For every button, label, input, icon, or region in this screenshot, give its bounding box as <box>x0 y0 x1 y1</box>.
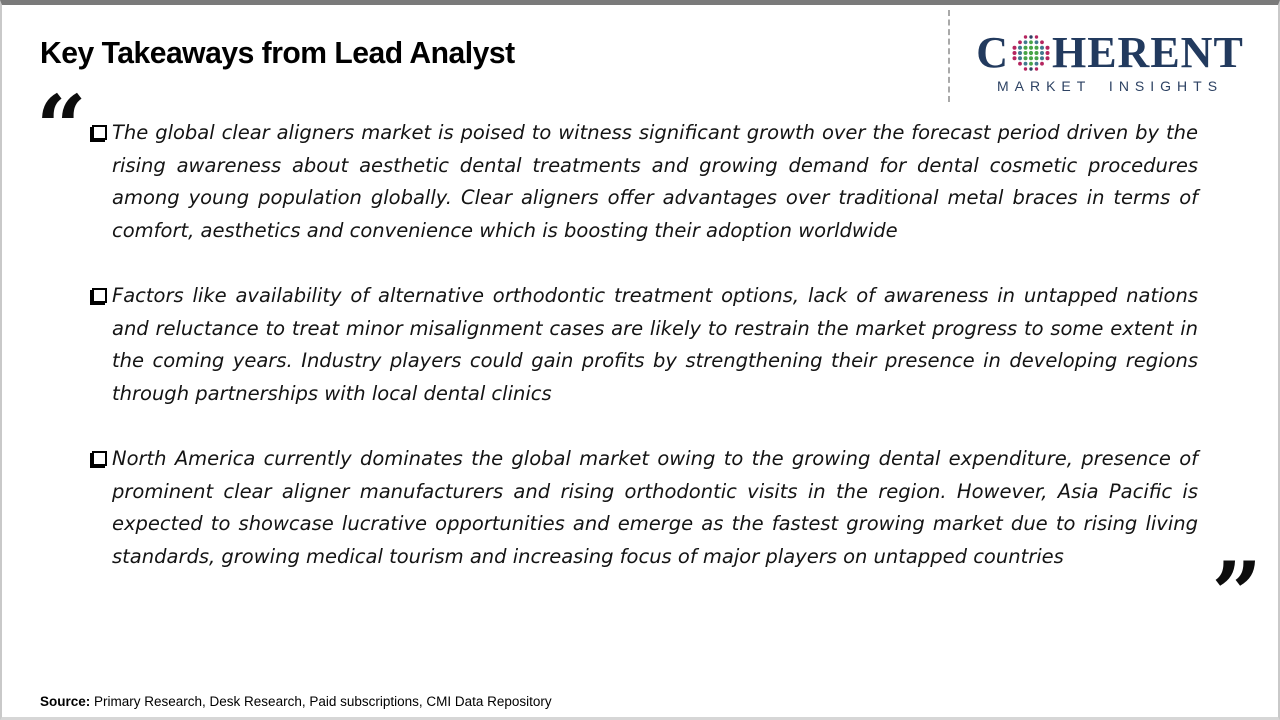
source-label: Source: <box>40 694 91 709</box>
takeaway-bullet-3 <box>90 443 1198 573</box>
open-quote-icon: “ <box>36 75 87 179</box>
source-text: Primary Research, Desk Research, Paid subscriptions, CMI Data Repository <box>90 694 552 709</box>
brand-letters-rest: HERENT <box>1051 28 1244 77</box>
takeaway-text-1: The global clear aligners market is poised to witness significant growth over the forecast period driven by the rising awareness about aesthetic dental treatments and growing demand for dental cosmetic procedures among young population globally. Clear aligners offer advantages over traditional metal braces in terms of comfort, aesthetics and convenience which is boosting their adoption worldwide <box>112 121 1198 242</box>
takeaway-bullet-2 <box>90 280 1198 410</box>
takeaway-text-3: North America currently dominates the global market owing to the growing dental expenditure, presence of prominent clear aligner manufacturers and rising orthodontic visits in the region. However, Asia Pacific is expected to showcase lucrative opportunities and emerge as the fastest growing market due to rising living standards, growing medical tourism and increasing focus of major players on untapped countries <box>112 447 1198 568</box>
dotted-globe-o-icon <box>1011 33 1051 73</box>
close-quote-icon: ” <box>1211 542 1262 646</box>
brand-letter-c: C <box>976 28 1009 77</box>
square-bullet-icon <box>92 125 107 140</box>
square-bullet-icon <box>92 288 107 303</box>
brand-wordmark <box>964 29 1256 77</box>
square-bullet-icon <box>92 451 107 466</box>
takeaways-list <box>90 117 1198 573</box>
brand-tagline: MARKET INSIGHTS <box>996 78 1224 94</box>
brand-logo <box>964 29 1256 94</box>
logo-divider-dashed-line <box>948 10 950 102</box>
source-line <box>40 694 552 709</box>
takeaway-text-2: Factors like availability of alternative orthodontic treatment options, lack of awareness in untapped nations and reluctance to treat minor misalignment cases are likely to restrain the market progress to some extent in the coming years. Industry players could gain profits by strengthening their presence in developing regions through partnerships with local dental clinics <box>112 284 1198 405</box>
page-title: Key Takeaways from Lead Analyst <box>40 35 515 70</box>
takeaway-bullet-1 <box>90 117 1198 247</box>
